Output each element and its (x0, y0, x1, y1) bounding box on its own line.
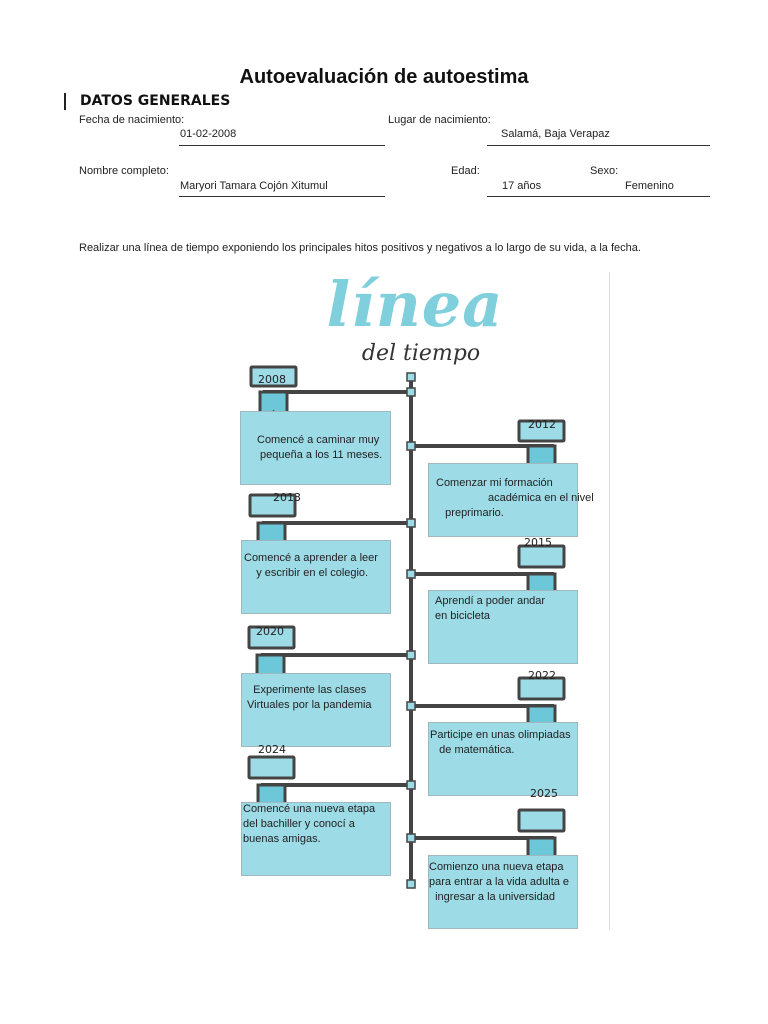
event-node (407, 442, 415, 450)
event-year: 2015 (524, 536, 552, 549)
event-description: Comenzar mi formación académica en el nivel preprimario. (436, 477, 594, 519)
sex-label: Sexo: (590, 165, 619, 177)
birth-place-label: Lugar de nacimiento: (388, 114, 491, 126)
event-year: 2022 (528, 669, 556, 682)
event-year: 2024 (258, 743, 286, 756)
timeline-logo-word: línea (326, 268, 504, 341)
event-year: 2013 (273, 491, 301, 504)
year-tag (519, 546, 564, 567)
event-node (407, 834, 415, 842)
event-description: Participe en unas olimpiadas de matemática. (430, 729, 571, 756)
event-description: Aprendí a poder andar en bicicleta (435, 595, 546, 622)
event-year: 2008 (258, 373, 286, 386)
birth-date-label: Fecha de nacimiento: (79, 114, 185, 126)
sex-value: Femenino (625, 180, 674, 192)
instruction-text: Realizar una línea de tiempo exponiendo los principales hitos positivos y negativos a lo largo de su vida, a la fecha. (79, 242, 641, 254)
timeline-logo-sub: del tiempo (361, 341, 481, 366)
year-tag (249, 757, 294, 778)
name-value: Maryori Tamara Cojón Xitumul (180, 180, 328, 192)
event-node (407, 570, 415, 578)
event-node (407, 519, 415, 527)
event-description: Comencé una nueva etapa del bachiller y conocí a buenas amigas. (243, 803, 376, 845)
event-description: Comencé a aprender a leer y escribir en el colegio. (244, 552, 378, 579)
age-label: Edad: (451, 165, 480, 177)
age-value: 17 años (502, 180, 542, 192)
birth-place-value: Salamá, Baja Verapaz (501, 128, 610, 140)
timeline-start-node (407, 373, 415, 381)
event-description: Comencé a caminar muy pequeña a los 11 meses. (257, 434, 383, 461)
page-title: Autoevaluación de autoestima (239, 66, 529, 88)
event-year: 2020 (256, 625, 284, 638)
event-year: 2012 (528, 418, 556, 431)
event-year: 2025 (530, 787, 558, 800)
birth-date-value: 01-02-2008 (180, 128, 237, 140)
event-description: Experimente las clases Virtuales por la pandemia (247, 684, 372, 711)
event-node (407, 388, 415, 396)
timeline-end-node (407, 880, 415, 888)
event-description: Comienzo una nueva etapa para entrar a la vida adulta e ingresar a la universidad (429, 861, 570, 903)
event-node (407, 702, 415, 710)
name-label: Nombre completo: (79, 165, 169, 177)
event-node (407, 651, 415, 659)
section-title: DATOS GENERALES (80, 93, 231, 109)
year-tag (519, 810, 564, 831)
event-node (407, 781, 415, 789)
